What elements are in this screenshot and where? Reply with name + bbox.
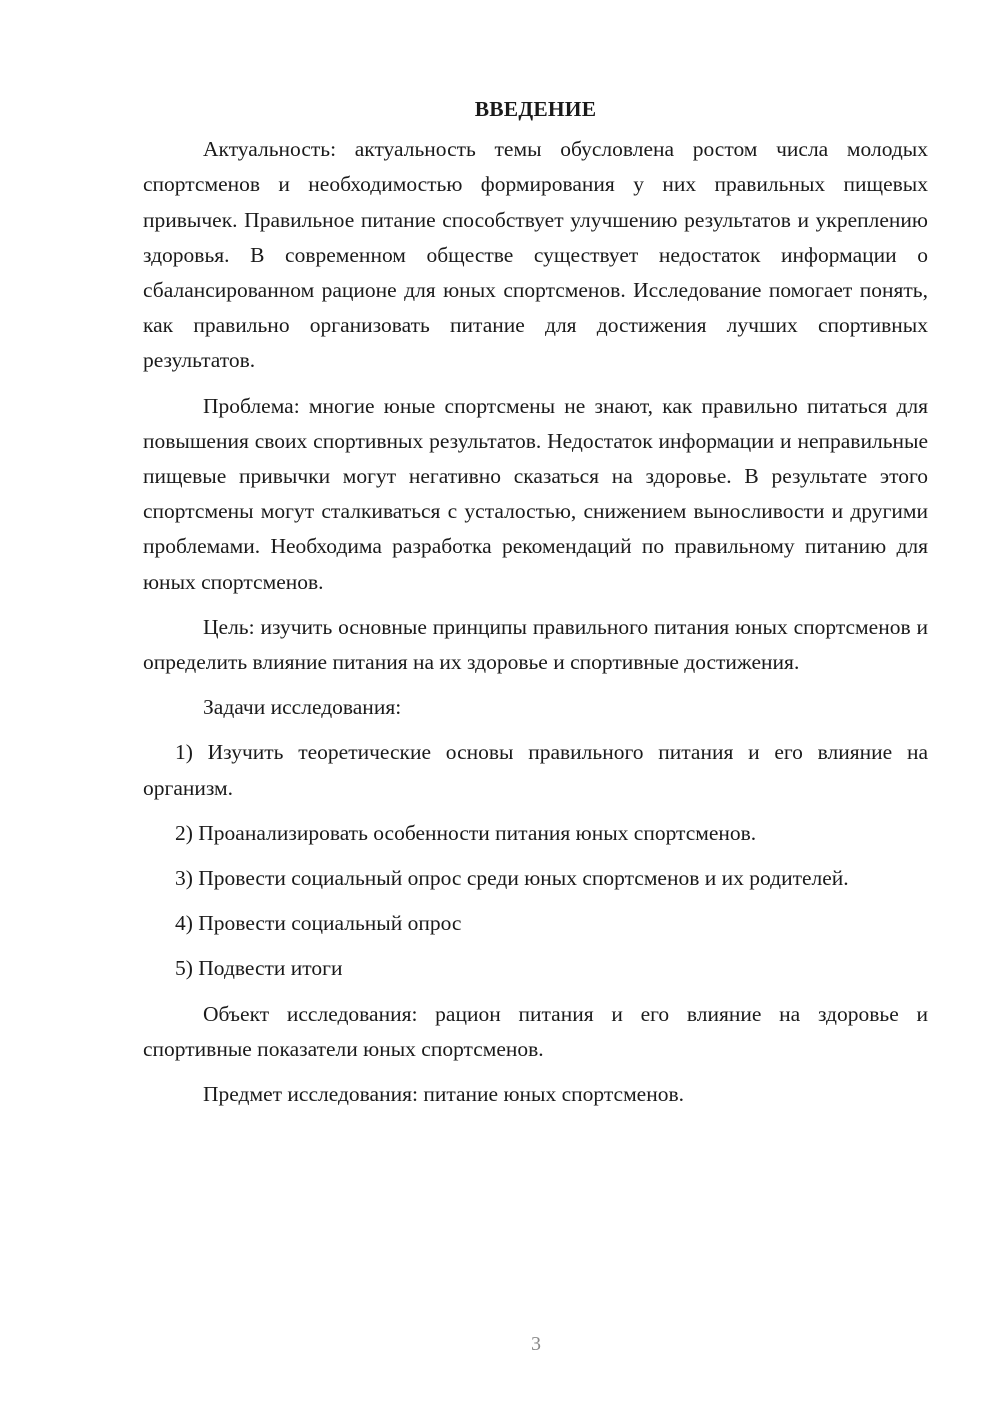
relevance-paragraph: Актуальность: актуальность темы обусловлена ростом числа молодых спортсменов и необходимостью формирования у них правильных пищевых привычек. Правильное питание способствует улучшению результатов и укреплению здоровья. В современном обществе существует недостаток информации о сбалансированном рационе для юных спортсменов. Исследование помогает понять, как правильно организовать питание для достижения лучших спортивных результатов. — [143, 137, 928, 373]
tasks-heading: Задачи исследования: — [203, 695, 402, 720]
goal-paragraph: Цель: изучить основные принципы правильного питания юных спортсменов и определить влияние питания на их здоровье и спортивные достижения. — [143, 614, 928, 675]
task-item: 1) Изучить теоретические основы правильного питания и его влияние на организм. — [143, 740, 928, 800]
document-page — [143, 92, 928, 1122]
task-item: 5) Подвести итоги — [175, 956, 343, 981]
subject-paragraph: Предмет исследования: питание юных спортсменов. — [203, 1082, 684, 1107]
object-paragraph: Объект исследования: рацион питания и его влияние на здоровье и спортивные показатели юных спортсменов. — [143, 1001, 928, 1061]
page-number: 3 — [531, 1333, 541, 1355]
task-item: 4) Провести социальный опрос — [175, 911, 462, 936]
problem-paragraph: Проблема: многие юные спортсмены не знают, как правильно питаться для повышения своих спортивных результатов. Недостаток информации и неправильные пищевые привычки могут негативно сказаться на здоровье. В результате этого спортсмены могут сталкиваться с усталостью, снижением выносливости и другими проблемами. Необходима разработка рекомендаций по правильному питанию для юных спортсменов. — [143, 393, 928, 594]
task-item: 2) Проанализировать особенности питания юных спортсменов. — [175, 820, 757, 845]
page-title: ВВЕДЕНИЕ — [474, 97, 597, 121]
task-item: 3) Провести социальный опрос среди юных спортсменов и их родителей. — [175, 866, 849, 891]
